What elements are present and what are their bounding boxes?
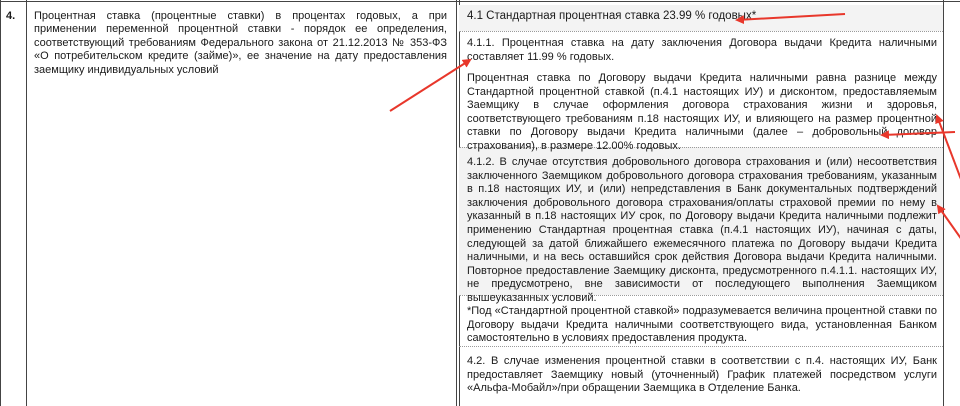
arrow-annotation (390, 60, 470, 111)
standard-rate-heading: 4.1 Стандартная процентная ставка 23.99 % годовых* (467, 10, 757, 22)
row-description: Процентная ставка (процентные ставки) в процентах годовых, а при применении переменной процентной ставки - порядок ее определения, соответствующий требованиям Федерального закона от 21.12.2013 № 353-ФЗ «О потребительском кредите (займе)», ее значение на дату предоставления заемщику индивидуальных условий (34, 10, 447, 76)
row-number: 4. (6, 10, 16, 22)
arrow-annotation (737, 14, 845, 20)
arrow-annotation (938, 206, 960, 240)
clause-4-1-1: 4.1.1. Процентная ставка на дату заключения Договора выдачи Кредита наличными составляет 11.99 % годовых. (467, 37, 937, 63)
clause-4-2: 4.2. В случае изменения процентной ставки в соответствии с п.4. настоящих ИУ, Банк предоставляет Заемщику новый (уточненный) График платежей посредством услуги «Альфа-Мобайл»/при обращении Заемщика в Отделение Банка. (467, 355, 937, 395)
rate-explanation-paragraph: Процентная ставка по Договору выдачи Кредита наличными равна разнице между Стандартной процентной ставкой (п.4.1 настоящих ИУ) и дисконтом, предоставляемым Заемщику в случае оформления договора страхования жизни и здоровья, соответствующего требованиям п.18 настоящих ИУ, и влияющего на размер процентной ставки по Договору выдачи Кредита наличными (далее – добровольный договор страхования), в размере 12.00% годовых. (467, 72, 937, 152)
footnote: *Под «Стандартной процентной ставкой» подразумевается величина процентной ставки по Договору выдачи Кредита наличными соответствующего вида, установленная Банком самостоятельно в условиях предоставления продукта. (467, 305, 937, 345)
clause-4-1-2: 4.1.2. В случае отсутствия добровольного договора страхования и (или) несоответствия заключенного Заемщиком добровольного договора страхования требованиям, указанным в п.18 настоящих ИУ, и (или) непредставления в Банк документальных подтверждений заключения добровольного договора страхования/оплаты страховой премии по нему в указанный в п.18 настоящих ИУ срок, по Договору выдачи Кредита наличными подлежит применению Стандартная процентная ставка (п.4.1 настоящих ИУ), начиная с даты, следующей за датой ближайшего ежемесячного платежа по Договору выдачи Кредита наличными, и на весь оставшийся срок действия Договора выдачи Кредита наличными. Повторное предоставление Заемщику дисконта, предусмотренного п.4.1.1. настоящих ИУ, не предусмотрено, вне зависимости от последующего выполнения Заемщиком вышеуказанных условий. (467, 156, 937, 304)
arrow-annotation (937, 116, 960, 182)
